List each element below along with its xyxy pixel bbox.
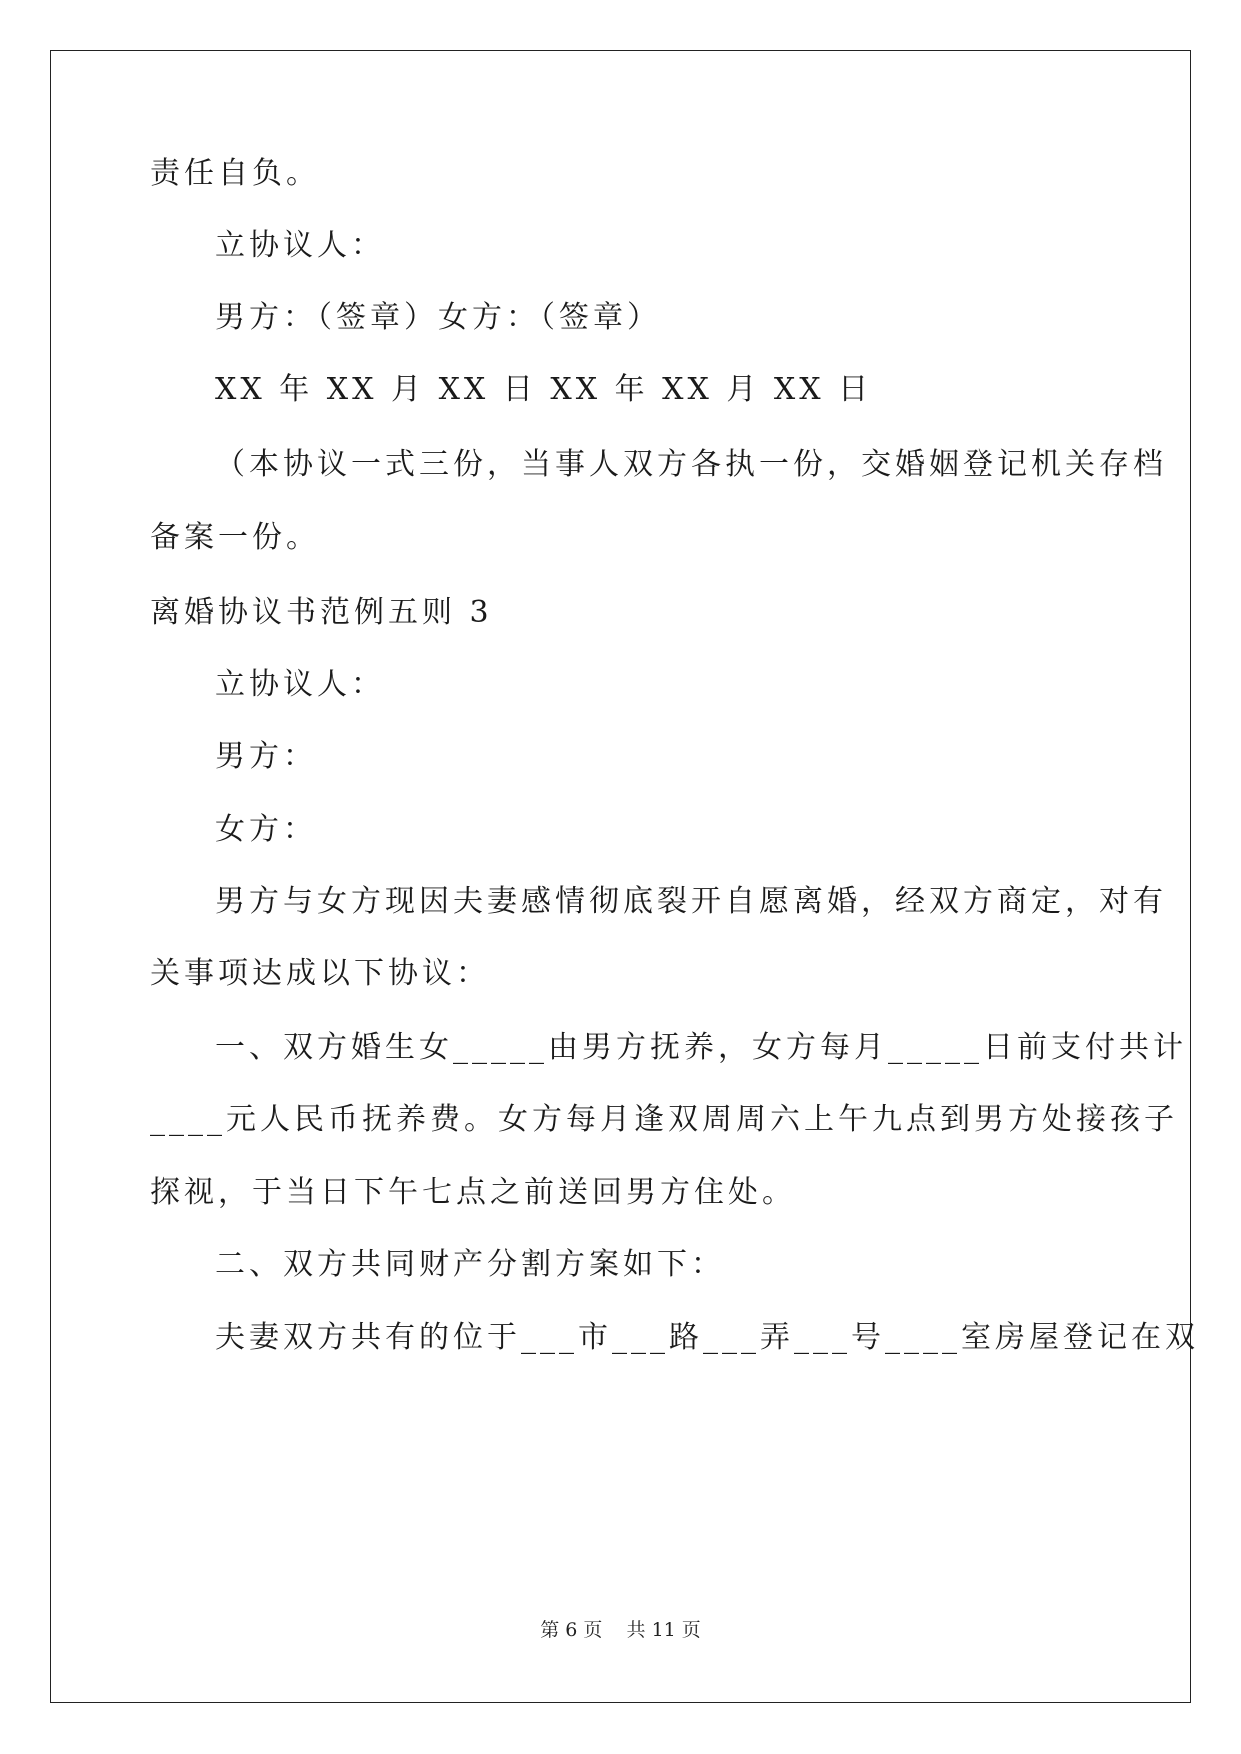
text-line-2: 立协议人： <box>215 228 385 263</box>
text-line-10: 女方： <box>215 812 317 847</box>
text-line-13: 一、双方婚生女_____由男方抚养，女方每月_____日前支付共计 <box>215 1030 1187 1065</box>
text-line-4: XX 年 XX 月 XX 日 XX 年 XX 月 XX 日 <box>215 372 873 407</box>
text-line-14: ____元人民币抚养费。女方每月逢双周周六上午九点到男方处接孩子 <box>150 1102 1178 1137</box>
text-line-16: 二、双方共同财产分割方案如下： <box>215 1247 725 1282</box>
text-line-11: 男方与女方现因夫妻感情彻底裂开自愿离婚，经双方商定，对有 <box>215 884 1167 919</box>
text-line-5: （本协议一式三份，当事人双方各执一份，交婚姻登记机关存档 <box>215 447 1167 482</box>
text-line-9: 男方： <box>215 739 317 774</box>
text-line-6: 备案一份。 <box>150 520 320 555</box>
text-line-8: 立协议人： <box>215 667 385 702</box>
text-line-15: 探视，于当日下午七点之前送回男方住处。 <box>150 1175 796 1210</box>
text-line-12: 关事项达成以下协议： <box>150 956 490 991</box>
section-heading: 离婚协议书范例五则 3 <box>150 595 493 630</box>
page-number-footer: 第 6 页 共 11 页 <box>540 1619 701 1641</box>
text-line-1: 责任自负。 <box>150 156 320 191</box>
text-line-17: 夫妻双方共有的位于___市___路___弄___号____室房屋登记在双 <box>215 1320 1199 1355</box>
text-line-3: 男方：（签章）女方：（签章） <box>215 300 661 335</box>
